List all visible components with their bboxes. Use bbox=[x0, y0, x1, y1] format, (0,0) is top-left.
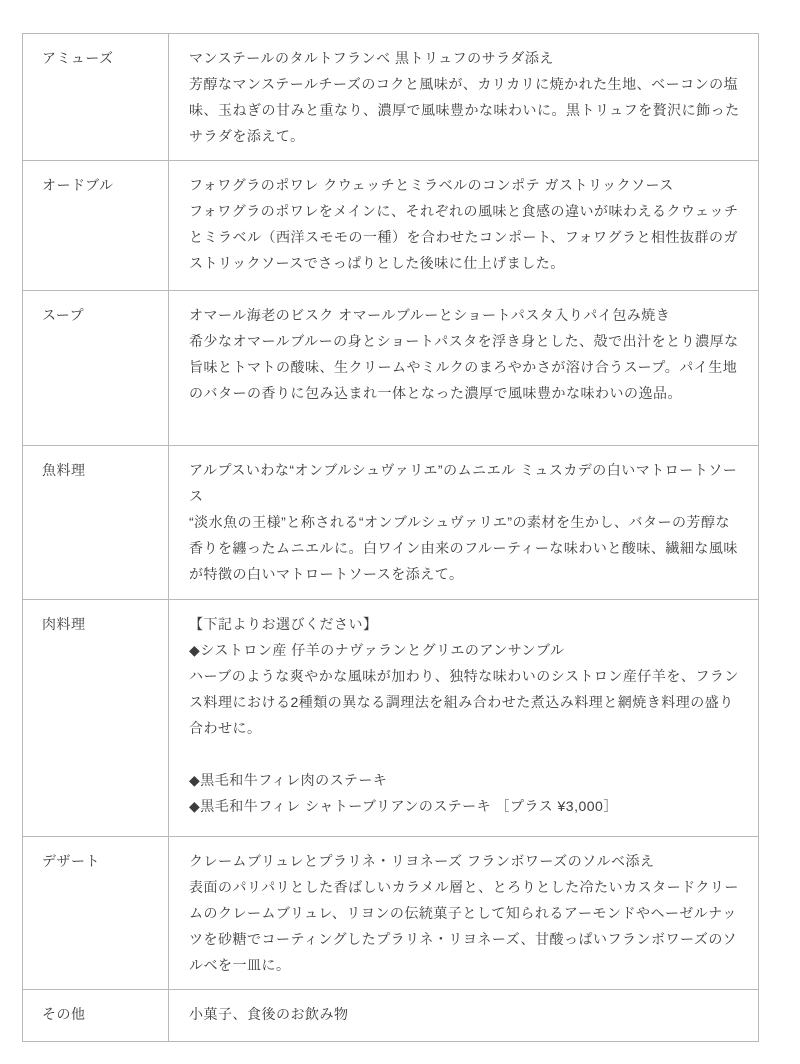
course-description-cell bbox=[169, 34, 759, 161]
course-name-cell: オードブル bbox=[23, 161, 169, 291]
menu-text-line: マンステールのタルトフランベ 黒トリュフのサラダ添え bbox=[189, 50, 554, 66]
course-name-cell: スープ bbox=[23, 291, 169, 446]
menu-row bbox=[23, 990, 759, 1042]
menu-text-line: アルプスいわな“オンブルシュヴァリエ”のムニエル ミュスカデの白いマトロートソース bbox=[189, 462, 738, 504]
menu-text-line: 希少なオマールブルーの身とショートパスタを浮き身とした、殻で出汁をとり濃厚な旨味とトマトの酸味、生クリームやミルクのまろやかさが溶け合うスープ。パイ生地のバターの香りに包み込まれ一体となった濃厚で風味豊かな味わいの逸品。 bbox=[189, 333, 739, 401]
menu-text-line: フォワグラのポワレをメインに、それぞれの風味と食感の違いが味わえるクウェッチとミラベル（西洋スモモの一種）を合わせたコンポート、フォワグラと相性抜群のガストリックソースでさっぱりとした後味に仕上げました。 bbox=[189, 203, 739, 271]
course-name-cell: デザート bbox=[23, 837, 169, 990]
menu-text-line: 【下記よりお選びください】 bbox=[189, 616, 378, 632]
menu-row bbox=[23, 837, 759, 990]
menu-text-line: 小菓子、食後のお飲み物 bbox=[189, 1006, 349, 1022]
course-description-cell bbox=[169, 291, 759, 446]
menu-text-line: 芳醇なマンステールチーズのコクと風味が、カリカリに焼かれた生地、ベーコンの塩味、玉ねぎの甘みと重なり、濃厚で風味豊かな味わいに。黒トリュフを贅沢に飾ったサラダを添えて。 bbox=[189, 76, 740, 144]
menu-text-line: ◆黒毛和牛フィレ肉のステーキ bbox=[189, 772, 388, 788]
course-name-cell: 魚料理 bbox=[23, 446, 169, 600]
course-description-cell bbox=[169, 837, 759, 990]
menu-table-body bbox=[23, 34, 759, 1042]
menu-text-line: “淡水魚の王様”と称される“オンブルシュヴァリエ”の素材を生かし、バターの芳醇な香りを纏ったムニエルに。白ワイン由来のフルーティーな味わいと酸味、繊細な風味が特徴の白いマトロートソースを添えて。 bbox=[189, 514, 738, 582]
menu-text-line: ハーブのような爽やかな風味が加わり、独特な味わいのシストロン産仔羊を、フランス料理における2種類の異なる調理法を組み合わせた煮込み料理と網焼き料理の盛り合わせに。 bbox=[189, 668, 739, 736]
course-description-cell bbox=[169, 161, 759, 291]
menu-text-line: オマール海老のビスク オマールブルーとショートパスタ入りパイ包み焼き bbox=[189, 307, 671, 323]
menu-blank-line bbox=[189, 741, 742, 767]
menu-row bbox=[23, 600, 759, 837]
course-name-cell: アミューズ bbox=[23, 34, 169, 161]
course-menu-table bbox=[22, 33, 759, 1042]
course-name-cell: その他 bbox=[23, 990, 169, 1042]
course-description-cell bbox=[169, 990, 759, 1042]
menu-text-line: ◆黒毛和牛フィレ シャトーブリアンのステーキ ［プラス ¥3,000］ bbox=[189, 798, 618, 814]
menu-text-line: フォワグラのポワレ クウェッチとミラベルのコンポテ ガストリックソース bbox=[189, 177, 674, 193]
menu-row bbox=[23, 161, 759, 291]
course-description-cell bbox=[169, 446, 759, 600]
menu-text-line: クレームブリュレとプラリネ・リヨネーズ フランボワーズのソルベ添え bbox=[189, 853, 655, 869]
course-name-cell: 肉料理 bbox=[23, 600, 169, 837]
menu-row bbox=[23, 446, 759, 600]
menu-row bbox=[23, 34, 759, 161]
menu-text-line: ◆シストロン産 仔羊のナヴァランとグリエのアンサンブル bbox=[189, 642, 565, 658]
menu-text-line: 表面のパリパリとした香ばしいカラメル層と、とろりとした冷たいカスタードクリームのクレームブリュレ、リヨンの伝統菓子として知られるアーモンドやヘーゼルナッツを砂糖でコーティングしたプラリネ・リヨネーズ、甘酸っぱいフランボワーズのソルベを一皿に。 bbox=[189, 879, 739, 973]
course-description-cell bbox=[169, 600, 759, 837]
menu-row bbox=[23, 291, 759, 446]
